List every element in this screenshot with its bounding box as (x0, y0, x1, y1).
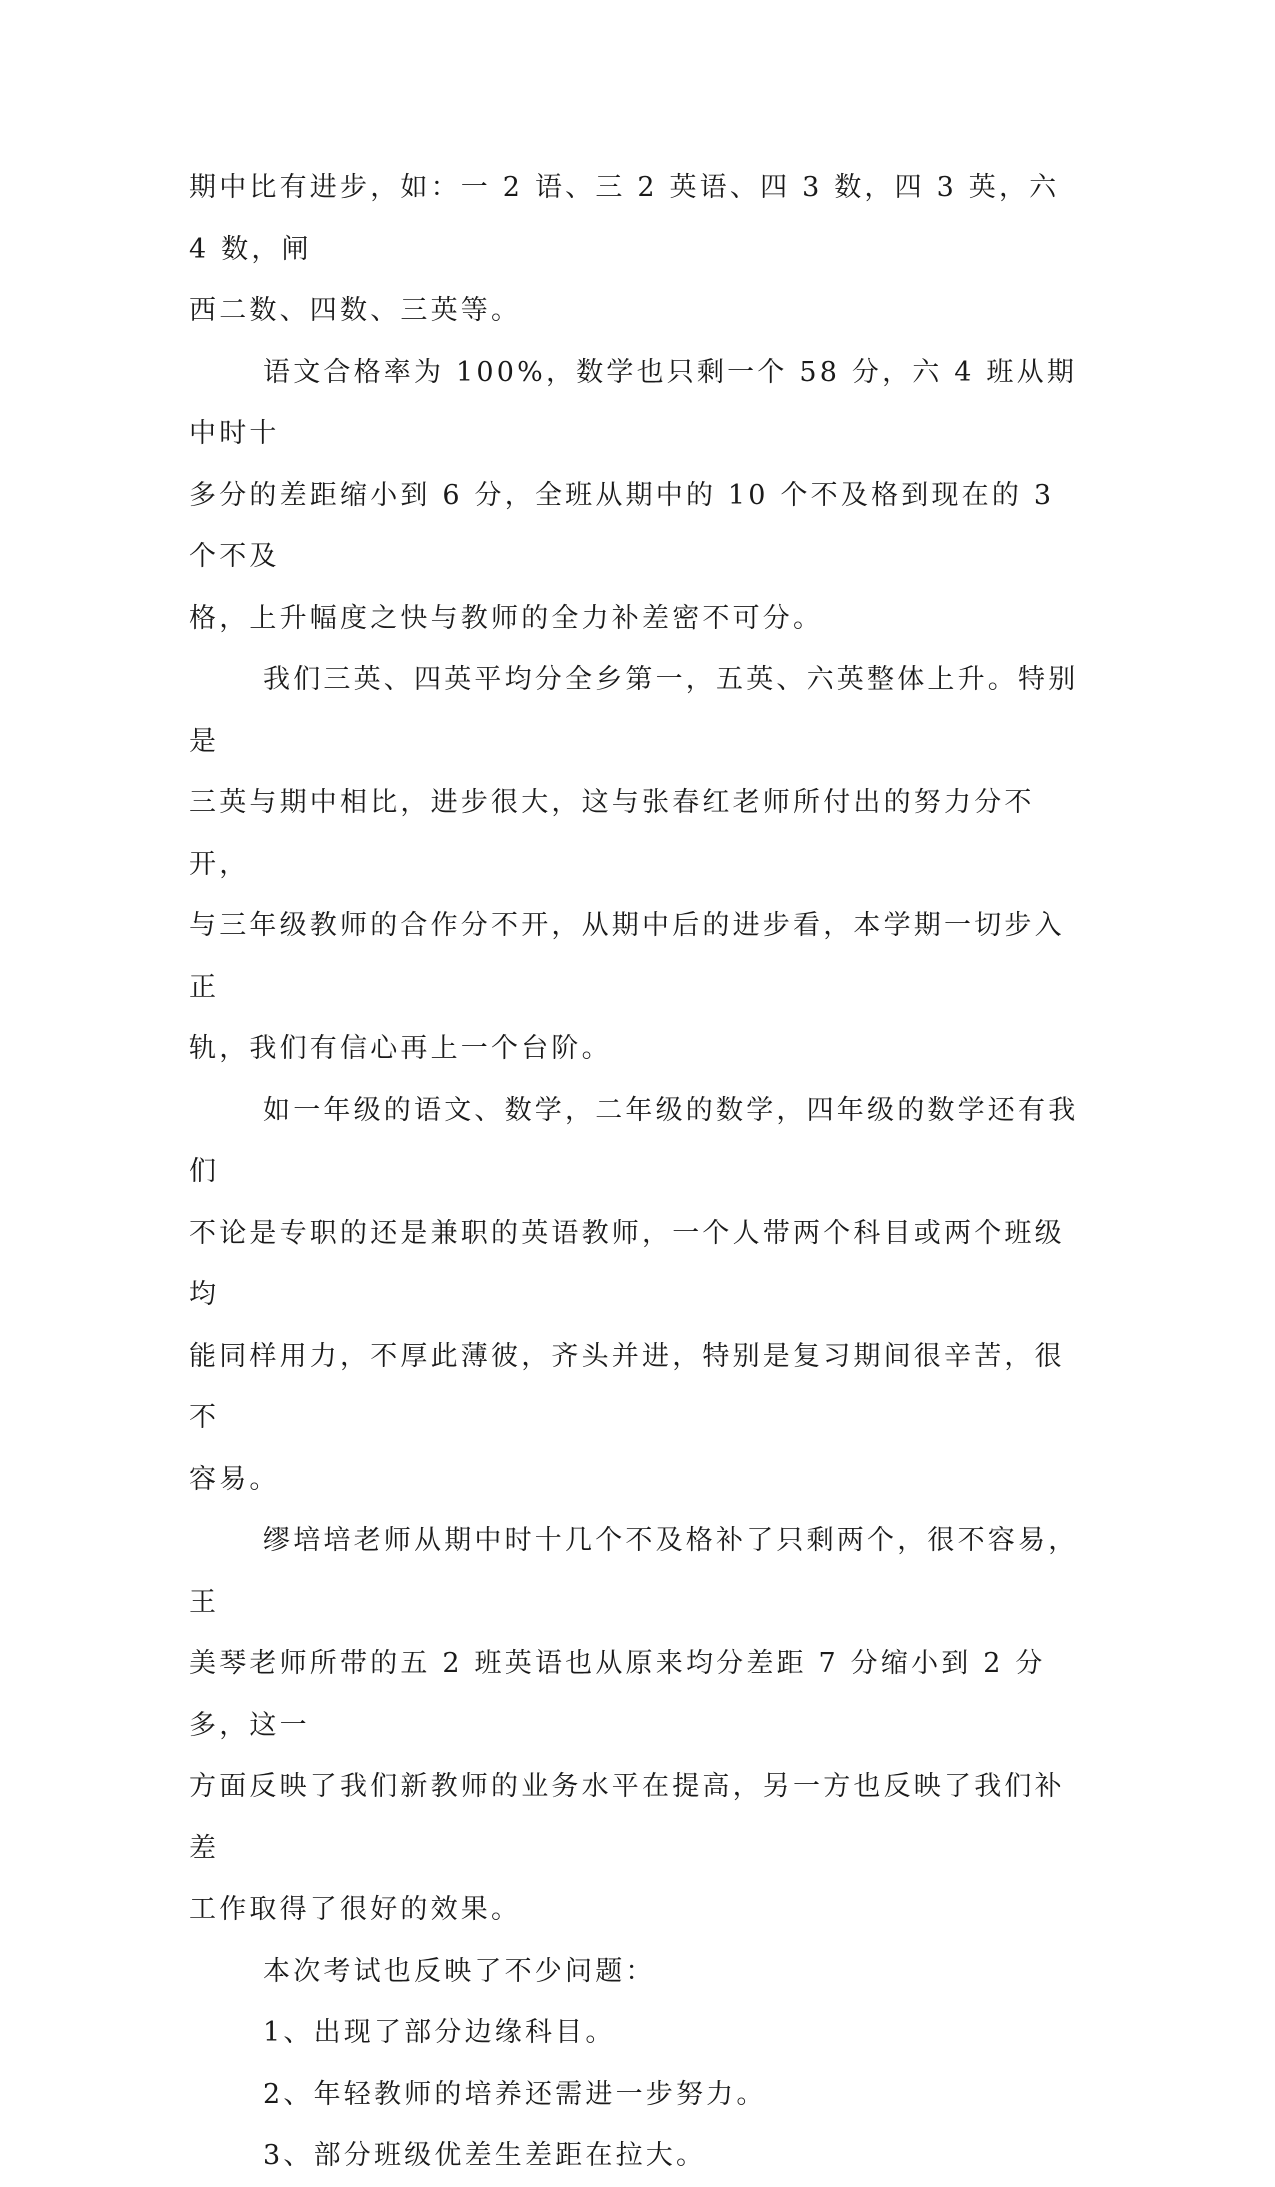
list-item-problem-1 (189, 2002, 1079, 2064)
paragraph-progress-continued (189, 157, 1079, 342)
text-line: 轨，我们有信心再上一个台阶。 (189, 1033, 612, 1064)
text-line: 多分的差距缩小到 6 分，全班从期中的 10 个不及格到现在的 3 个不及 (189, 479, 1055, 572)
paragraph-problems-intro (189, 1941, 1079, 2003)
text-line: 工作取得了很好的效果。 (189, 1894, 522, 1925)
list-item-problem-2 (189, 2064, 1079, 2126)
text-line: 西二数、四数、三英等。 (189, 295, 522, 326)
paragraph-teacher-effort (189, 1080, 1079, 1511)
list-item-problem-3 (189, 2125, 1079, 2187)
paragraph-english-results (189, 649, 1079, 1080)
paragraph-pass-rate (189, 342, 1079, 650)
text-line: 本次考试也反映了不少问题： (263, 1955, 656, 1987)
text-line: 能同样用力，不厚此薄彼，齐头并进，特别是复习期间很辛苦，很不 (189, 1340, 1065, 1433)
text-line: 格，上升幅度之快与教师的全力补差密不可分。 (189, 602, 824, 634)
text-line: 我们三英、四英平均分全乡第一，五英、六英整体上升。特别是 (189, 664, 1079, 757)
text-line: 如一年级的语文、数学，二年级的数学，四年级的数学还有我们 (189, 1094, 1079, 1187)
text-line: 2、年轻教师的培养还需进一步努力。 (263, 2078, 767, 2110)
text-line: 容易。 (189, 1463, 280, 1495)
text-line: 不论是专职的还是兼职的英语教师，一个人带两个科目或两个班级均 (189, 1217, 1065, 1310)
text-line: 1、出现了部分边缘科目。 (263, 2017, 616, 2048)
text-line: 与三年级教师的合作分不开，从期中后的进步看，本学期一切步入正 (189, 910, 1065, 1003)
text-line: 期中比有进步，如：一 2 语、三 2 英语、四 3 数，四 3 英，六 4 数，闸 (189, 172, 1060, 265)
text-line: 3、部分班级优差生差距在拉大。 (263, 2140, 707, 2171)
text-line: 缪培培老师从期中时十几个不及格补了只剩两个，很不容易，王 (189, 1525, 1079, 1618)
document-body (189, 157, 1079, 2187)
text-line: 语文合格率为 100%，数学也只剩一个 58 分，六 4 班从期中时十 (189, 356, 1078, 449)
text-line: 方面反映了我们新教师的业务水平在提高，另一方也反映了我们补差 (189, 1771, 1065, 1864)
text-line: 美琴老师所带的五 2 班英语也从原来均分差距 7 分缩小到 2 分多，这一 (189, 1648, 1046, 1741)
paragraph-new-teachers (189, 1510, 1079, 1941)
text-line: 三英与期中相比，进步很大，这与张春红老师所付出的努力分不开， (189, 787, 1035, 880)
